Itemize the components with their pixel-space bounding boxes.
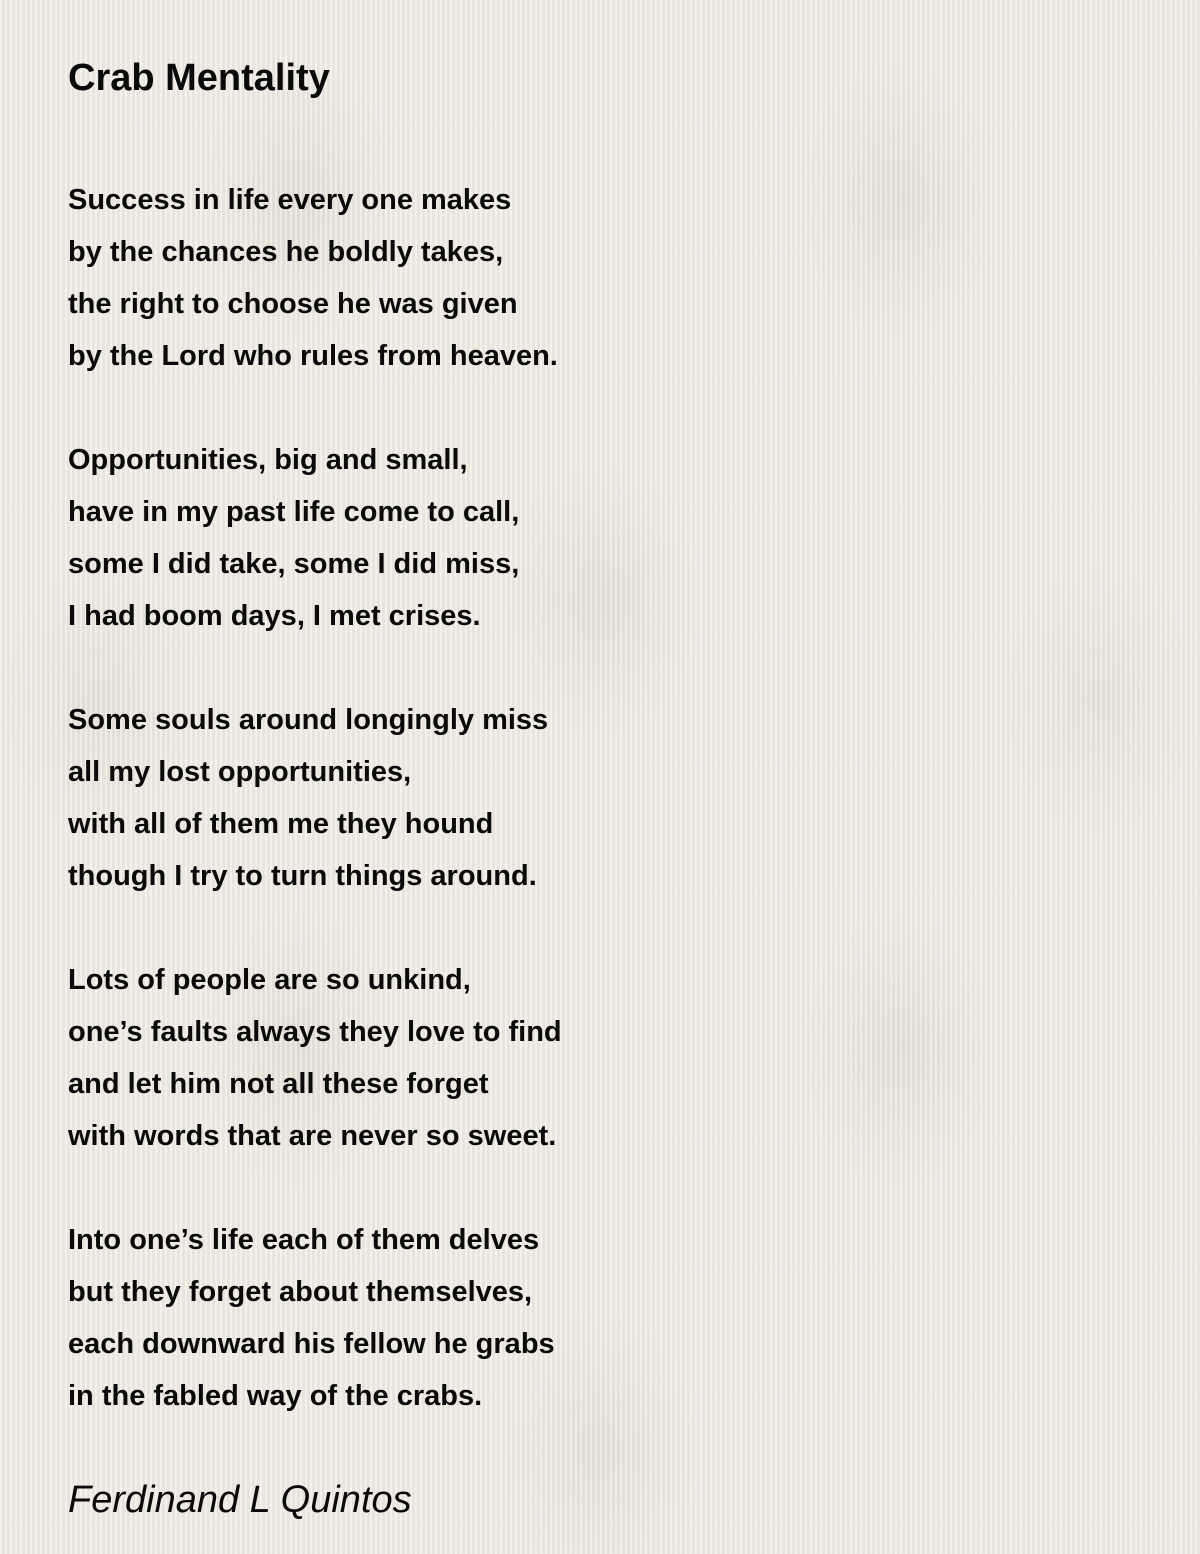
stanza-3 bbox=[68, 694, 1148, 902]
poem-line: the right to choose he was given bbox=[68, 288, 518, 320]
poem-line: by the Lord who rules from heaven. bbox=[68, 340, 558, 372]
stanza-2 bbox=[68, 434, 1148, 642]
poem-line: some I did take, some I did miss, bbox=[68, 548, 520, 580]
poem-line: by the chances he boldly takes, bbox=[68, 236, 504, 268]
poem-line: in the fabled way of the crabs. bbox=[68, 1380, 483, 1412]
poem-line: with words that are never so sweet. bbox=[68, 1120, 557, 1152]
poem-line: Some souls around longingly miss bbox=[68, 704, 549, 736]
poem-line: one’s faults always they love to find bbox=[68, 1016, 562, 1048]
poem-page bbox=[68, 52, 1148, 1526]
poem-line: have in my past life come to call, bbox=[68, 496, 520, 528]
poem-title: Crab Mentality bbox=[68, 57, 330, 99]
poem-line: Lots of people are so unkind, bbox=[68, 964, 471, 996]
stanza-1 bbox=[68, 174, 1148, 382]
poem-line: all my lost opportunities, bbox=[68, 756, 412, 788]
poem-line: with all of them me they hound bbox=[68, 808, 494, 840]
poem-line: though I try to turn things around. bbox=[68, 860, 537, 892]
poem-line: I had boom days, I met crises. bbox=[68, 600, 481, 632]
poem-line: Opportunities, big and small, bbox=[68, 444, 468, 476]
poem-line: Success in life every one makes bbox=[68, 184, 512, 216]
poem-author: Ferdinand L Quintos bbox=[68, 1479, 412, 1521]
poem-line: but they forget about themselves, bbox=[68, 1276, 533, 1308]
poem-line: each downward his fellow he grabs bbox=[68, 1328, 555, 1360]
poem-line: and let him not all these forget bbox=[68, 1068, 489, 1100]
poem-line: Into one’s life each of them delves bbox=[68, 1224, 540, 1256]
stanza-5 bbox=[68, 1214, 1148, 1422]
stanza-4 bbox=[68, 954, 1148, 1162]
